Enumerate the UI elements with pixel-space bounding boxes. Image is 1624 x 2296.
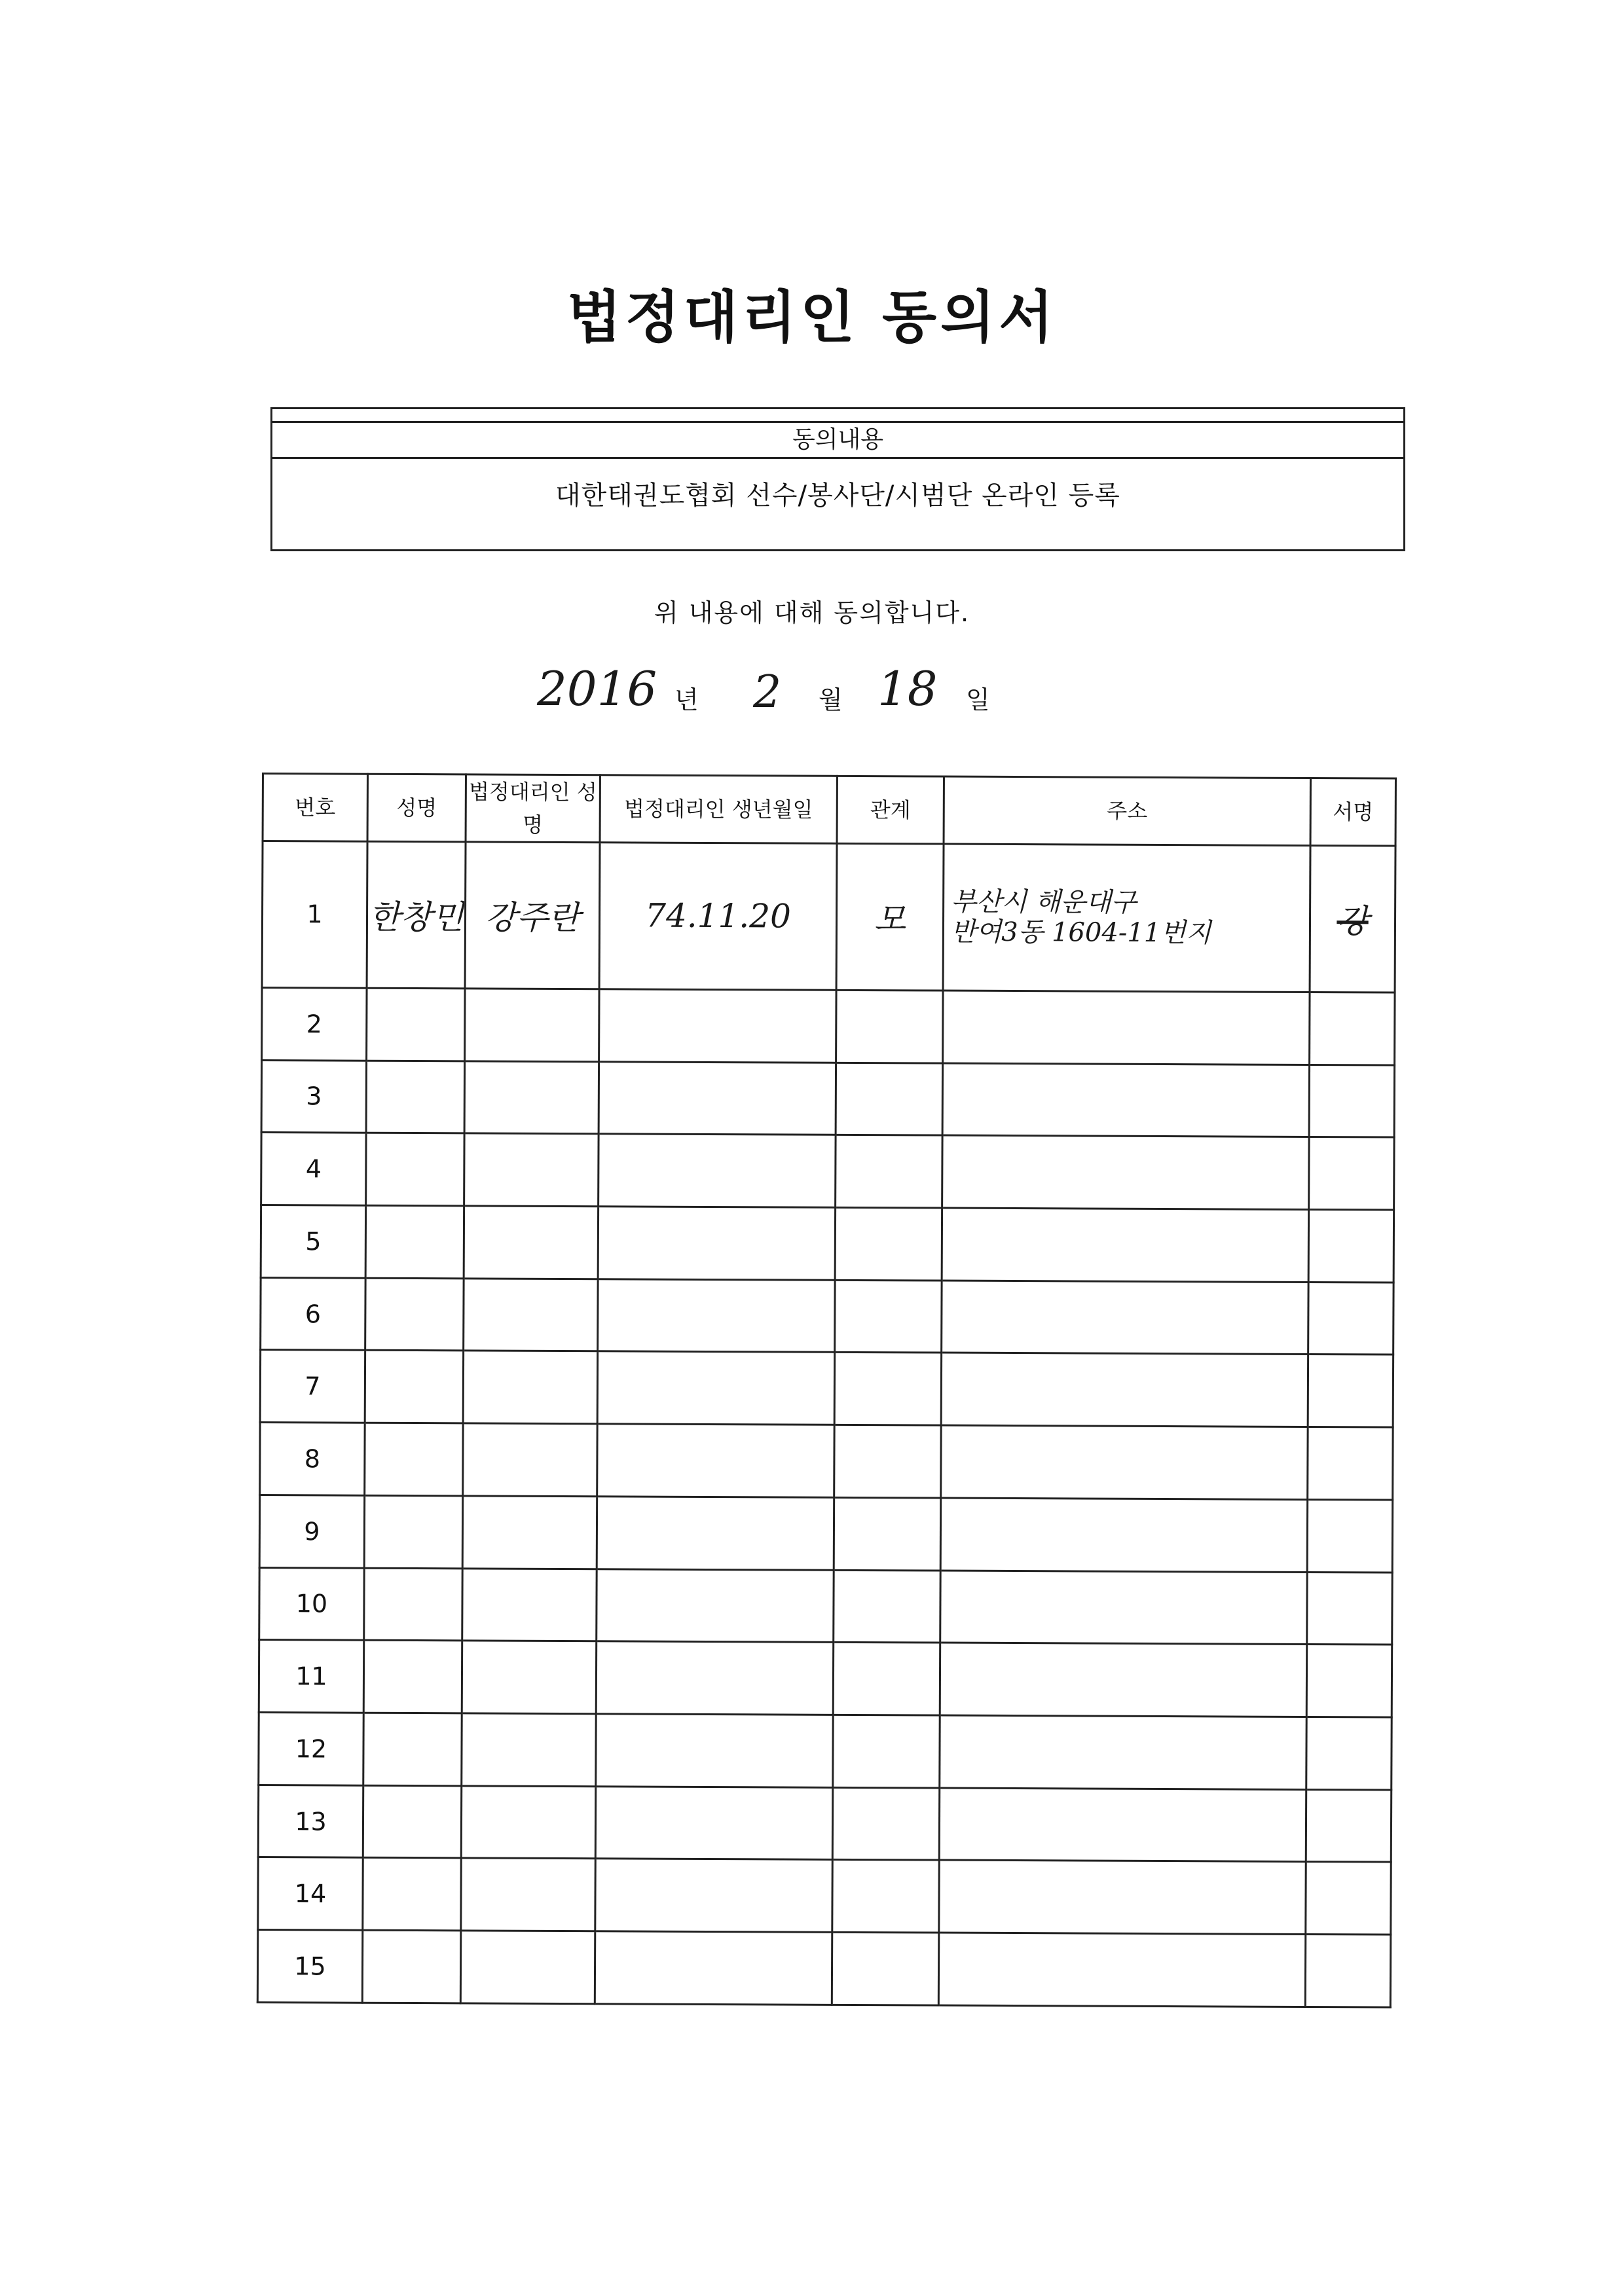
row-signature bbox=[1306, 1717, 1392, 1789]
row-address bbox=[942, 1135, 1309, 1209]
row-signature bbox=[1308, 1355, 1393, 1427]
row-relation bbox=[835, 1207, 942, 1280]
row-signature: 강 bbox=[1310, 845, 1395, 992]
row-guardian-birth bbox=[595, 1786, 832, 1859]
row-no: 6 bbox=[261, 1277, 365, 1350]
date-year-label: 년 bbox=[674, 685, 699, 714]
row-guardian-birth bbox=[596, 1641, 833, 1715]
row-guardian-birth bbox=[595, 1931, 832, 2005]
table-row bbox=[260, 1350, 1393, 1427]
row-name bbox=[366, 1133, 464, 1205]
row-relation bbox=[834, 1425, 941, 1497]
row-name bbox=[363, 1858, 461, 1931]
row-name bbox=[365, 1351, 463, 1423]
row-no: 5 bbox=[261, 1205, 365, 1277]
row-address bbox=[938, 1933, 1305, 2007]
row-signature bbox=[1309, 1137, 1394, 1210]
row-guardian-birth bbox=[596, 1714, 833, 1787]
table-row bbox=[261, 1277, 1393, 1355]
row-guardian-name bbox=[464, 1133, 599, 1207]
consent-body: 대한태권도협회 선수/봉사단/시범단 온라인 등록 bbox=[555, 481, 1120, 511]
row-no: 14 bbox=[258, 1857, 363, 1930]
row-address bbox=[942, 1208, 1308, 1282]
row-guardian-birth bbox=[595, 1859, 832, 1932]
row-no: 12 bbox=[259, 1712, 363, 1785]
row-address bbox=[943, 844, 1310, 992]
row-signature bbox=[1306, 1789, 1391, 1862]
row-name bbox=[365, 1205, 464, 1278]
row-relation bbox=[836, 1135, 942, 1208]
row-address bbox=[939, 1860, 1306, 1934]
date-month-label: 월 bbox=[819, 685, 843, 714]
row-no: 2 bbox=[262, 987, 367, 1060]
row-no: 7 bbox=[260, 1350, 365, 1423]
table-row bbox=[259, 1712, 1392, 1789]
table-header-row bbox=[263, 774, 1395, 847]
table-row bbox=[261, 1060, 1394, 1137]
row-name bbox=[365, 1278, 464, 1351]
row-guardian-name: 강주란 bbox=[465, 842, 600, 989]
page-title: 법정대리인 동의서 bbox=[566, 284, 1058, 350]
row-signature bbox=[1308, 1209, 1393, 1282]
row-guardian-name bbox=[460, 1931, 595, 2004]
row-no: 11 bbox=[259, 1640, 363, 1713]
row-guardian-birth bbox=[598, 1207, 835, 1280]
row-relation bbox=[836, 990, 943, 1063]
row-signature bbox=[1306, 1645, 1392, 1717]
date-day-label: 일 bbox=[966, 685, 990, 714]
guardian-table bbox=[257, 773, 1397, 2009]
row-address bbox=[942, 1063, 1309, 1137]
header-name: 성명 bbox=[367, 774, 466, 842]
row-address bbox=[940, 1643, 1306, 1717]
row-signature bbox=[1305, 1935, 1390, 2007]
table-row bbox=[259, 1495, 1392, 1572]
row-signature bbox=[1308, 1282, 1393, 1355]
agreement-statement: 위 내용에 대해 동의합니다. bbox=[654, 598, 970, 627]
row-signature bbox=[1308, 1427, 1393, 1500]
row-guardian-name bbox=[463, 1423, 597, 1497]
row-address bbox=[940, 1715, 1306, 1789]
table-row bbox=[262, 841, 1395, 993]
row-address bbox=[940, 1498, 1307, 1572]
row-no: 1 bbox=[262, 841, 367, 988]
row-relation bbox=[832, 1932, 938, 2005]
date-year: 2016 bbox=[537, 661, 657, 716]
address-line-1: 부산시 해운대구 bbox=[951, 886, 1137, 919]
row-name bbox=[367, 988, 465, 1061]
row-guardian-birth bbox=[599, 989, 836, 1063]
row-no: 9 bbox=[259, 1495, 364, 1567]
row-name bbox=[363, 1640, 462, 1713]
row-guardian-name bbox=[464, 1061, 599, 1134]
header-guardian-name: 법정대리인 성명 bbox=[466, 774, 600, 843]
row-no: 4 bbox=[261, 1133, 366, 1205]
row-no: 15 bbox=[257, 1930, 362, 2003]
row-name bbox=[363, 1785, 461, 1858]
table-row bbox=[261, 1205, 1393, 1282]
row-address bbox=[942, 1281, 1308, 1355]
row-address bbox=[943, 991, 1310, 1065]
table-row bbox=[257, 1930, 1390, 2007]
row-guardian-birth bbox=[597, 1424, 834, 1497]
header-signature: 서명 bbox=[1310, 778, 1395, 846]
row-signature bbox=[1307, 1572, 1392, 1645]
row-no: 8 bbox=[260, 1423, 365, 1495]
row-relation bbox=[834, 1570, 940, 1643]
row-guardian-birth bbox=[597, 1569, 834, 1642]
row-signature bbox=[1307, 1499, 1392, 1572]
row-guardian-name bbox=[462, 1641, 596, 1714]
row-relation bbox=[834, 1497, 940, 1570]
row-relation bbox=[833, 1715, 940, 1787]
table-row bbox=[259, 1640, 1392, 1717]
row-guardian-name bbox=[463, 1351, 597, 1424]
table-row bbox=[260, 1423, 1393, 1500]
header-no: 번호 bbox=[263, 774, 367, 842]
table-row bbox=[261, 1133, 1394, 1210]
row-name bbox=[366, 1061, 464, 1133]
row-guardian-birth bbox=[599, 1134, 836, 1207]
row-guardian-name bbox=[461, 1858, 595, 1931]
table-row bbox=[259, 1567, 1392, 1645]
header-address: 주소 bbox=[944, 776, 1310, 845]
row-relation bbox=[834, 1353, 941, 1425]
address-line-2: 반여3동 1604-11번지 bbox=[950, 917, 1211, 949]
consent-header: 동의내용 bbox=[272, 421, 1403, 459]
row-guardian-birth: 74.11.20 bbox=[599, 843, 837, 990]
row-name bbox=[364, 1568, 462, 1641]
row-guardian-birth bbox=[598, 1279, 835, 1352]
row-signature bbox=[1310, 992, 1395, 1065]
row-guardian-name bbox=[462, 1713, 596, 1787]
table-row bbox=[258, 1857, 1391, 1935]
row-name bbox=[363, 1713, 462, 1785]
row-guardian-name bbox=[462, 1568, 597, 1641]
row-guardian-birth bbox=[597, 1351, 834, 1425]
row-no: 3 bbox=[261, 1060, 366, 1133]
row-name bbox=[362, 1930, 460, 2003]
row-address bbox=[940, 1571, 1307, 1645]
row-no: 13 bbox=[258, 1785, 363, 1857]
row-signature bbox=[1306, 1862, 1391, 1935]
row-signature bbox=[1309, 1065, 1394, 1137]
row-address bbox=[941, 1425, 1308, 1499]
row-relation bbox=[832, 1787, 939, 1860]
row-address bbox=[941, 1353, 1308, 1427]
row-name bbox=[365, 1423, 463, 1495]
date-day: 18 bbox=[877, 661, 938, 716]
row-guardian-name bbox=[461, 1786, 595, 1859]
date-month: 2 bbox=[753, 666, 782, 718]
row-name bbox=[364, 1495, 462, 1568]
row-guardian-name bbox=[464, 1206, 598, 1279]
row-guardian-name bbox=[462, 1496, 597, 1569]
row-relation bbox=[833, 1643, 940, 1715]
row-guardian-name bbox=[465, 989, 599, 1062]
table-row bbox=[258, 1785, 1391, 1862]
row-guardian-birth bbox=[599, 1061, 836, 1135]
row-guardian-name bbox=[464, 1279, 598, 1352]
row-relation bbox=[835, 1280, 942, 1353]
row-name: 한창민 bbox=[367, 841, 466, 988]
table-row bbox=[262, 987, 1395, 1065]
row-relation bbox=[832, 1860, 939, 1933]
consent-box bbox=[270, 407, 1405, 551]
row-relation: 모 bbox=[836, 843, 944, 991]
row-guardian-birth bbox=[597, 1497, 834, 1570]
header-relation: 관계 bbox=[837, 776, 944, 844]
row-address bbox=[939, 1788, 1306, 1862]
header-guardian-birth: 법정대리인 생년월일 bbox=[600, 775, 837, 844]
row-no: 10 bbox=[259, 1567, 364, 1640]
row-relation bbox=[836, 1063, 942, 1135]
